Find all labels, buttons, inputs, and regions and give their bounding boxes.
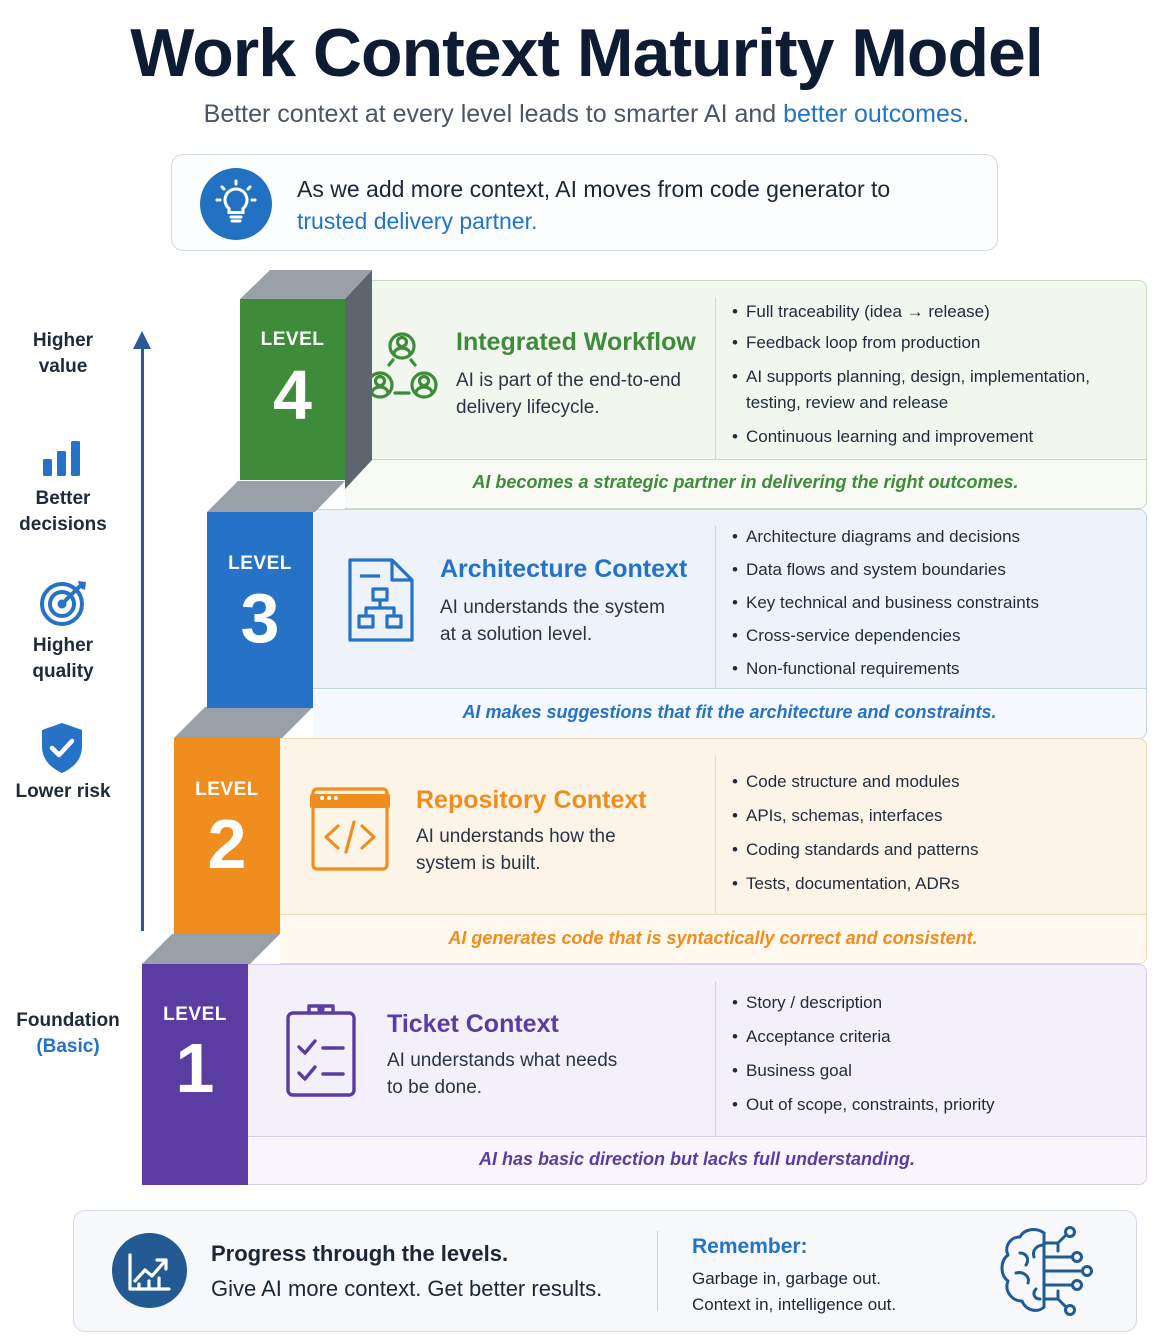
side-label-lower-risk: Lower risk [15, 781, 111, 802]
level-2-number: 2 [207, 805, 247, 883]
level-2-bullet: • APIs, schemas, interfaces [732, 806, 1132, 826]
level-2-bullet: • Tests, documentation, ADRs [732, 874, 1132, 894]
level-1-step [142, 964, 248, 1185]
ai-brain-circuit-icon [996, 1223, 1096, 1324]
level-4-step [240, 299, 345, 480]
level-1-number: 1 [175, 1029, 215, 1107]
level-2-bullet: • Coding standards and patterns [732, 840, 1132, 860]
step-2-top [174, 707, 313, 738]
footer-title: Progress through the levels. [211, 1241, 509, 1266]
page-title: Work Context Maturity Model [130, 15, 1043, 91]
level-1-bullet: • Story / description [732, 993, 1132, 1013]
remember-text [692, 1266, 896, 1318]
step-3-top [207, 481, 345, 512]
subtitle-accent: better outcomes [783, 100, 963, 128]
level-4-title: Integrated Workflow [456, 328, 696, 356]
level-4-label: LEVEL [260, 329, 325, 350]
level-1-bullet: • Business goal [732, 1061, 1132, 1081]
level-4-bullet: • AI supports planning, design, implementation, testing, review and release [732, 364, 1127, 416]
level-3-bullet: • Cross-service dependencies [732, 626, 1132, 646]
level-3-desc-line2: at a solution level. [440, 624, 593, 645]
side-label-higher-value: Higher value [32, 330, 94, 377]
level-1-label: LEVEL [163, 1004, 227, 1025]
level-1-desc-line2: to be done. [387, 1077, 483, 1098]
level-1-title: Ticket Context [387, 1010, 559, 1038]
footer-banner [73, 1210, 1137, 1332]
level-4-number: 4 [273, 356, 312, 434]
callout-text-accent: trusted delivery partner. [297, 208, 538, 234]
level-1-bullet: • Out of scope, constraints, priority [732, 1095, 1132, 1115]
level-3-step [207, 512, 313, 708]
level-3-bullet: • Architecture diagrams and decisions [732, 527, 1132, 547]
remember-title: Remember: [692, 1235, 808, 1258]
remember-line1: Garbage in, garbage out. [692, 1269, 882, 1288]
level-1-desc-line1: AI understands what needs [387, 1050, 618, 1071]
level-4-bullet: • Feedback loop from production [732, 333, 1127, 353]
level-1-bullet: • Acceptance criteria [732, 1027, 1132, 1047]
level-3-bullet: • Data flows and system boundaries [732, 560, 1132, 580]
level-2-title: Repository Context [416, 786, 647, 814]
level-3-bullet: • Non-functional requirements [732, 659, 1132, 679]
level-4-desc-line1: AI is part of the end-to-end [456, 370, 681, 391]
level-1-outcome: AI has basic direction but lacks full understanding. [478, 1149, 916, 1169]
level-3-bullet: • Key technical and business constraints [732, 593, 1132, 613]
level-4-desc-line2: delivery lifecycle. [456, 397, 600, 418]
level-3-label: LEVEL [228, 553, 292, 574]
level-3-number: 3 [240, 579, 280, 657]
footer-text: Give AI more context. Get better results. [211, 1276, 603, 1301]
subtitle-end: . [962, 100, 970, 128]
side-label-better-decisions: Better decisions [19, 488, 107, 535]
level-3-title: Architecture Context [440, 555, 688, 583]
level-4-bullet: • Full traceability (idea → release) [732, 302, 1127, 322]
remember-line2: Context in, intelligence out. [692, 1295, 897, 1314]
level-2-step [174, 738, 280, 934]
level-2-label: LEVEL [195, 779, 259, 800]
side-label-higher-quality: Higher quality [32, 635, 94, 682]
trending-up-chart-icon [112, 1233, 187, 1308]
level-2-outcome: AI generates code that is syntactically correct and consistent. [448, 928, 978, 948]
step-4-side [345, 270, 372, 489]
level-2-desc-line1: AI understands how the [416, 826, 616, 847]
level-2-bullet: • Code structure and modules [732, 772, 1132, 792]
footer-divider [657, 1231, 658, 1311]
level-3-outcome: AI makes suggestions that fit the architecture and constraints. [462, 702, 997, 722]
foundation-label: Foundation [16, 1010, 120, 1031]
subtitle-lead: Better context at every level leads to smarter AI and [203, 100, 784, 128]
step-1-top [142, 934, 280, 964]
level-2-desc-line2: system is built. [416, 853, 541, 874]
level-4-outcome: AI becomes a strategic partner in delivering the right outcomes. [472, 472, 1019, 492]
foundation-sub-label: (Basic) [36, 1036, 100, 1057]
callout-text-lead: As we add more context, AI moves from code generator to [297, 176, 891, 202]
level-4-bullet: • Continuous learning and improvement [732, 427, 1127, 447]
level-3-desc-line1: AI understands the system [440, 597, 665, 618]
